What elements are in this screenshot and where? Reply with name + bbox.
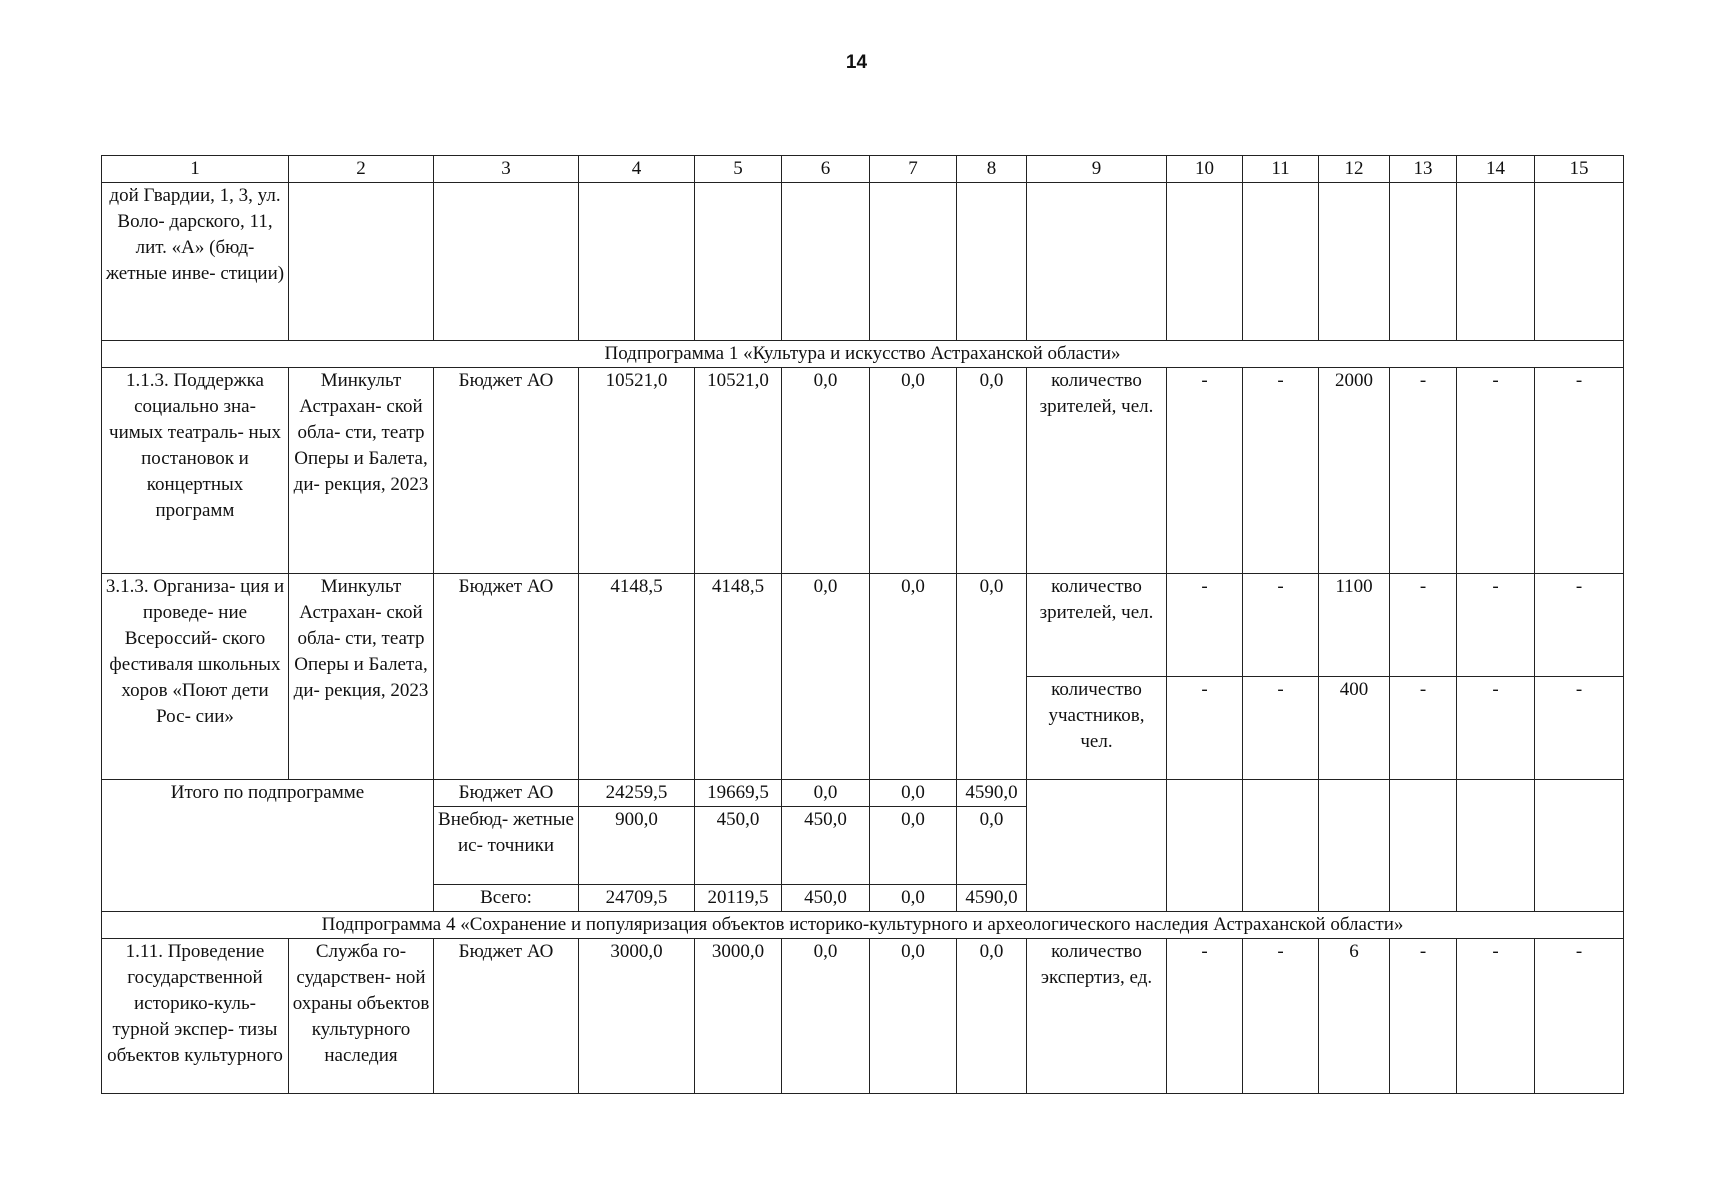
value-col11: - (1243, 939, 1319, 1094)
value-col13: - (1390, 574, 1457, 677)
table-row (102, 368, 1624, 574)
empty-cell (1457, 780, 1535, 912)
subtotal-source: Всего: (434, 885, 579, 912)
value-col12: 1100 (1319, 574, 1390, 677)
section-row (102, 341, 1624, 368)
amount-total: 3000,0 (579, 939, 695, 1094)
value-col14: - (1457, 677, 1535, 780)
table-row (102, 574, 1624, 677)
value-col15: - (1535, 368, 1624, 574)
col-header: 6 (782, 156, 870, 183)
executor-cell (289, 574, 434, 780)
empty-cell (1535, 183, 1624, 341)
header-row (102, 156, 1624, 183)
value-col11: - (1243, 574, 1319, 677)
empty-cell (1243, 183, 1319, 341)
empty-cell (434, 183, 579, 341)
section-title: Подпрограмма 4 «Сохранение и популяризация объектов историко-культурного и археологического наследия Астраханской области» (102, 912, 1624, 939)
executor-name: Служба го- сударствен- ной охраны объектов культурного наследия (292, 941, 430, 1066)
activity-cell (102, 574, 289, 780)
col-header: 14 (1457, 156, 1535, 183)
continued-row (102, 183, 1624, 341)
subtotal-col6: 450,0 (782, 807, 870, 885)
activity-name: 1.11. Проведение государственной историко-куль- турной экспер- тизы объектов культурного (107, 941, 283, 1066)
value-col15: - (1535, 574, 1624, 677)
col-header: 3 (434, 156, 579, 183)
empty-cell (1319, 780, 1390, 912)
indicator-name: количество экспертиз, ед. (1040, 941, 1153, 988)
col-header: 13 (1390, 156, 1457, 183)
amount-col8: 0,0 (957, 939, 1027, 1094)
subtotal-source: Бюджет АО (434, 780, 579, 807)
subtotal-col7: 0,0 (870, 807, 957, 885)
subtotal-col8: 0,0 (957, 807, 1027, 885)
indicator-cell (1027, 939, 1167, 1094)
indicator-name: количество зрителей, чел. (1039, 576, 1154, 623)
amount-col6: 0,0 (782, 939, 870, 1094)
value-col10: - (1167, 368, 1243, 574)
empty-cell (695, 183, 782, 341)
executor-name: Минкульт Астрахан- ской обла- сти, театр Оперы и Балета, ди- рекция, 2023 (293, 370, 429, 495)
page-number: 14 (845, 52, 868, 73)
empty-cell (1167, 183, 1243, 341)
indicator-cell (1027, 368, 1167, 574)
amount-col5: 10521,0 (695, 368, 782, 574)
table-row (102, 939, 1624, 1094)
col-header: 12 (1319, 156, 1390, 183)
amount-col8: 0,0 (957, 574, 1027, 780)
amount-col8: 0,0 (957, 368, 1027, 574)
amount-col7: 0,0 (870, 368, 957, 574)
subtotal-col8: 4590,0 (957, 780, 1027, 807)
empty-cell (870, 183, 957, 341)
value-col14: - (1457, 574, 1535, 677)
executor-cell (289, 368, 434, 574)
col-header: 7 (870, 156, 957, 183)
empty-cell (289, 183, 434, 341)
value-col15: - (1535, 677, 1624, 780)
empty-cell (1390, 780, 1457, 912)
amount-col5: 4148,5 (695, 574, 782, 780)
indicator-name: количество участников, чел. (1048, 679, 1145, 752)
activity-name: 3.1.3. Организа- ция и проведе- ние Всероссий- ского фестиваля школьных хоров «Поют дети Рос- сии» (105, 576, 285, 727)
value-col13: - (1390, 939, 1457, 1094)
funding-source: Бюджет АО (434, 574, 579, 780)
value-col14: - (1457, 939, 1535, 1094)
executor-name: Минкульт Астрахан- ской обла- сти, театр Оперы и Балета, ди- рекция, 2023 (293, 576, 429, 701)
empty-cell (1167, 780, 1243, 912)
indicator-cell (1027, 574, 1167, 677)
value-col10: - (1167, 677, 1243, 780)
section-row (102, 912, 1624, 939)
empty-cell (1535, 780, 1624, 912)
col-header: 5 (695, 156, 782, 183)
value-col12: 6 (1319, 939, 1390, 1094)
value-col12: 400 (1319, 677, 1390, 780)
activity-cell (102, 939, 289, 1094)
col-header: 1 (102, 156, 289, 183)
empty-cell (579, 183, 695, 341)
subtotal-col4: 24259,5 (579, 780, 695, 807)
empty-cell (1027, 183, 1167, 341)
subtotal-label: Итого по подпрограмме (102, 780, 434, 912)
empty-cell (957, 183, 1027, 341)
executor-cell (289, 939, 434, 1094)
subtotal-col7: 0,0 (870, 885, 957, 912)
amount-col6: 0,0 (782, 368, 870, 574)
col-header: 2 (289, 156, 434, 183)
activity-name: 1.1.3. Поддержка социально зна- чимых театраль- ных постановок и концертных программ (109, 370, 281, 521)
col-header: 15 (1535, 156, 1624, 183)
value-col10: - (1167, 574, 1243, 677)
empty-cell (1457, 183, 1535, 341)
value-col14: - (1457, 368, 1535, 574)
subtotal-col4: 900,0 (579, 807, 695, 885)
col-header: 11 (1243, 156, 1319, 183)
col-header: 9 (1027, 156, 1167, 183)
continued-description-text: дой Гвардии, 1, 3, ул. Воло- дарского, 11, лит. «А» (бюд- жетные инве- стиции) (105, 185, 285, 284)
subtotal-col7: 0,0 (870, 780, 957, 807)
amount-col6: 0,0 (782, 574, 870, 780)
value-col13: - (1390, 368, 1457, 574)
program-table (101, 155, 1624, 1094)
value-col12: 2000 (1319, 368, 1390, 574)
indicator-name: количество зрителей, чел. (1039, 370, 1154, 417)
section-title: Подпрограмма 1 «Культура и искусство Астраханской области» (102, 341, 1624, 368)
empty-cell (1243, 780, 1319, 912)
funding-source: Бюджет АО (434, 939, 579, 1094)
value-col10: - (1167, 939, 1243, 1094)
value-col11: - (1243, 368, 1319, 574)
subtotal-col5: 19669,5 (695, 780, 782, 807)
amount-col7: 0,0 (870, 939, 957, 1094)
subtotal-source: Внебюд- жетные ис- точники (434, 807, 579, 885)
amount-col7: 0,0 (870, 574, 957, 780)
value-col15: - (1535, 939, 1624, 1094)
empty-cell (1390, 183, 1457, 341)
empty-cell (1319, 183, 1390, 341)
empty-cell (1027, 780, 1167, 912)
continued-description (102, 183, 289, 341)
empty-cell (782, 183, 870, 341)
amount-col5: 3000,0 (695, 939, 782, 1094)
activity-cell (102, 368, 289, 574)
subtotal-row (102, 780, 1624, 807)
subtotal-col4: 24709,5 (579, 885, 695, 912)
amount-total: 10521,0 (579, 368, 695, 574)
subtotal-col8: 4590,0 (957, 885, 1027, 912)
subtotal-col5: 450,0 (695, 807, 782, 885)
value-col11: - (1243, 677, 1319, 780)
col-header: 4 (579, 156, 695, 183)
funding-source: Бюджет АО (434, 368, 579, 574)
subtotal-col5: 20119,5 (695, 885, 782, 912)
subtotal-col6: 450,0 (782, 885, 870, 912)
subtotal-col6: 0,0 (782, 780, 870, 807)
value-col13: - (1390, 677, 1457, 780)
col-header: 10 (1167, 156, 1243, 183)
amount-total: 4148,5 (579, 574, 695, 780)
indicator-cell (1027, 677, 1167, 780)
col-header: 8 (957, 156, 1027, 183)
